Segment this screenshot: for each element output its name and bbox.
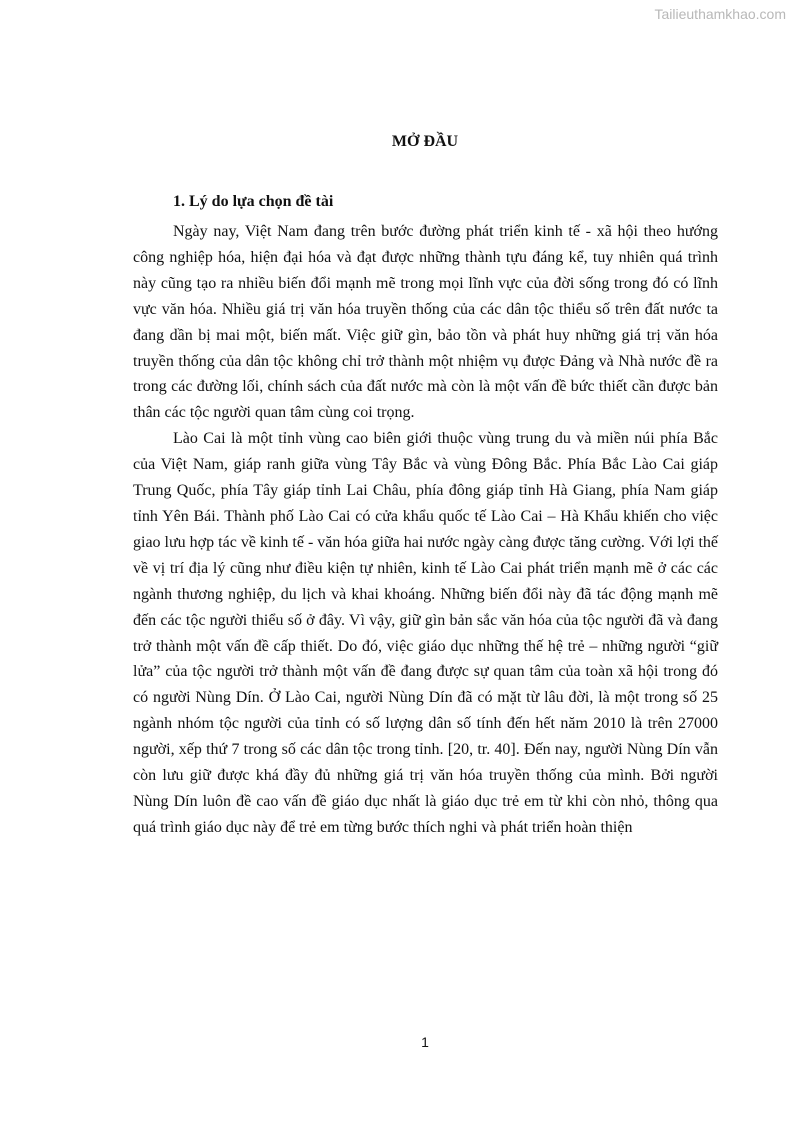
watermark: Tailieuthamkhao.com bbox=[654, 6, 786, 22]
section-title: 1. Lý do lựa chọn đề tài bbox=[173, 193, 334, 210]
body-text bbox=[133, 219, 718, 841]
paragraph-2: Lào Cai là một tỉnh vùng cao biên giới thuộc vùng trung du và miền núi phía Bắc của Việt Nam, giáp ranh giữa vùng Tây Bắc và vùng Đông Bắc. Phía Bắc Lào Cai giáp Trung Quốc, phía Tây giáp tỉnh Lai Châu, phía đông giáp tỉnh Hà Giang, phía Nam giáp tỉnh Yên Bái. Thành phố Lào Cai có cửa khẩu quốc tế Lào Cai – Hà Khẩu khiến cho việc giao lưu hợp tác về kinh tế - văn hóa giữa hai nước ngày càng được tăng cường. Với lợi thế về vị trí địa lý cũng như điều kiện tự nhiên, kinh tế Lào Cai phát triển mạnh mẽ ở các các ngành thương nghiệp, du lịch và khai khoáng. Những biến đổi này đã tác động mạnh mẽ đến các tộc người thiểu số ở đây. Vì vậy, giữ gìn bản sắc văn hóa của tộc người đã và đang trở thành một vấn đề cấp thiết. Do đó, việc giáo dục những thế hệ trẻ – những người “giữ lửa” của tộc người trở thành một vấn đề đang được sự quan tâm của toàn xã hội trong đó có người Nùng Dín. Ở Lào Cai, người Nùng Dín đã có mặt từ lâu đời, là một trong số 25 ngành nhóm tộc người của tỉnh có số lượng dân số tính đến hết năm 2010 là trên 27000 người, xếp thứ 7 trong số các dân tộc trong tỉnh. [20, tr. 40]. Đến nay, người Nùng Dín vẫn còn lưu giữ được khá đầy đủ những giá trị văn hóa truyền thống của mình. Bởi người Nùng Dín luôn đề cao vấn đề giáo dục nhất là giáo dục trẻ em từ khi còn nhỏ, thông qua quá trình giáo dục này để trẻ em từng bước thích nghi và phát triển hoàn thiện bbox=[133, 430, 718, 836]
page-title: MỞ ĐẦU bbox=[391, 133, 459, 150]
page-number: 1 bbox=[421, 1034, 429, 1050]
paragraph-1: Ngày nay, Việt Nam đang trên bước đường phát triển kinh tế - xã hội theo hướng công nghiệp hóa, hiện đại hóa và đạt được những thành tựu đáng kể, tuy nhiên quá trình này cũng tạo ra nhiều biến đổi mạnh mẽ trong mọi lĩnh vực của đời sống trong đó có lĩnh vực văn hóa. Nhiều giá trị văn hóa truyền thống của các dân tộc thiểu số trên đất nước ta đang dần bị mai một, biến mất. Việc giữ gìn, bảo tồn và phát huy những giá trị văn hóa truyền thống của dân tộc không chỉ trở thành một nhiệm vụ được Đảng và Nhà nước đề ra trong các đường lối, chính sách của đất nước mà còn là một vấn đề bức thiết cần được bản thân các tộc người quan tâm cùng coi trọng. bbox=[133, 223, 718, 422]
